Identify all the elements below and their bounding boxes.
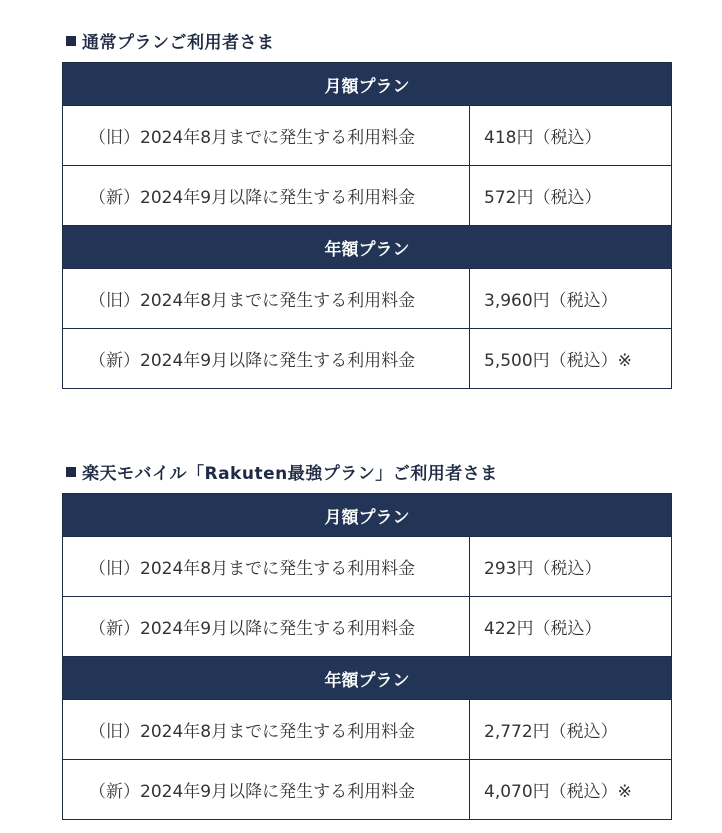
fee-amount: 418円（税込）: [470, 106, 672, 166]
plan-header-label: 月額プラン: [63, 494, 672, 537]
table-row: [63, 537, 672, 597]
fee-period-label: （旧）2024年8月までに発生する利用料金: [63, 537, 470, 597]
plan-header-annual: [63, 657, 672, 700]
fee-period-label: （新）2024年9月以降に発生する利用料金: [63, 760, 470, 820]
fee-amount: 572円（税込）: [470, 166, 672, 226]
section-title-text: 楽天モバイル「Rakuten最強プラン」ご利用者さま: [82, 464, 498, 484]
table-row: [63, 269, 672, 329]
section-title-rakuten-plan: [66, 459, 498, 484]
plan-header-monthly: [63, 63, 672, 106]
fee-period-label: （新）2024年9月以降に発生する利用料金: [63, 166, 470, 226]
price-table-regular-plan: [62, 62, 672, 389]
plan-header-monthly: [63, 494, 672, 537]
fee-amount: 5,500円（税込）※: [470, 329, 672, 389]
table-row: [63, 760, 672, 820]
fee-amount: 3,960円（税込）: [470, 269, 672, 329]
fee-period-label: （旧）2024年8月までに発生する利用料金: [63, 269, 470, 329]
fee-period-label: （新）2024年9月以降に発生する利用料金: [63, 329, 470, 389]
table-row: [63, 166, 672, 226]
square-bullet-icon: [66, 467, 76, 477]
fee-amount: 422円（税込）: [470, 597, 672, 657]
fee-period-label: （新）2024年9月以降に発生する利用料金: [63, 597, 470, 657]
fee-period-label: （旧）2024年8月までに発生する利用料金: [63, 106, 470, 166]
table-row: [63, 329, 672, 389]
square-bullet-icon: [66, 36, 76, 46]
fee-period-label: （旧）2024年8月までに発生する利用料金: [63, 700, 470, 760]
table-row: [63, 597, 672, 657]
plan-header-label: 年額プラン: [63, 657, 672, 700]
plan-header-annual: [63, 226, 672, 269]
section-title-text: 通常プランご利用者さま: [82, 33, 275, 53]
section-title-regular-plan: [66, 28, 275, 53]
plan-header-label: 月額プラン: [63, 63, 672, 106]
fee-amount: 293円（税込）: [470, 537, 672, 597]
table-row: [63, 106, 672, 166]
fee-amount: 2,772円（税込）: [470, 700, 672, 760]
fee-amount: 4,070円（税込）※: [470, 760, 672, 820]
plan-header-label: 年額プラン: [63, 226, 672, 269]
price-table-rakuten-plan: [62, 493, 672, 820]
table-row: [63, 700, 672, 760]
